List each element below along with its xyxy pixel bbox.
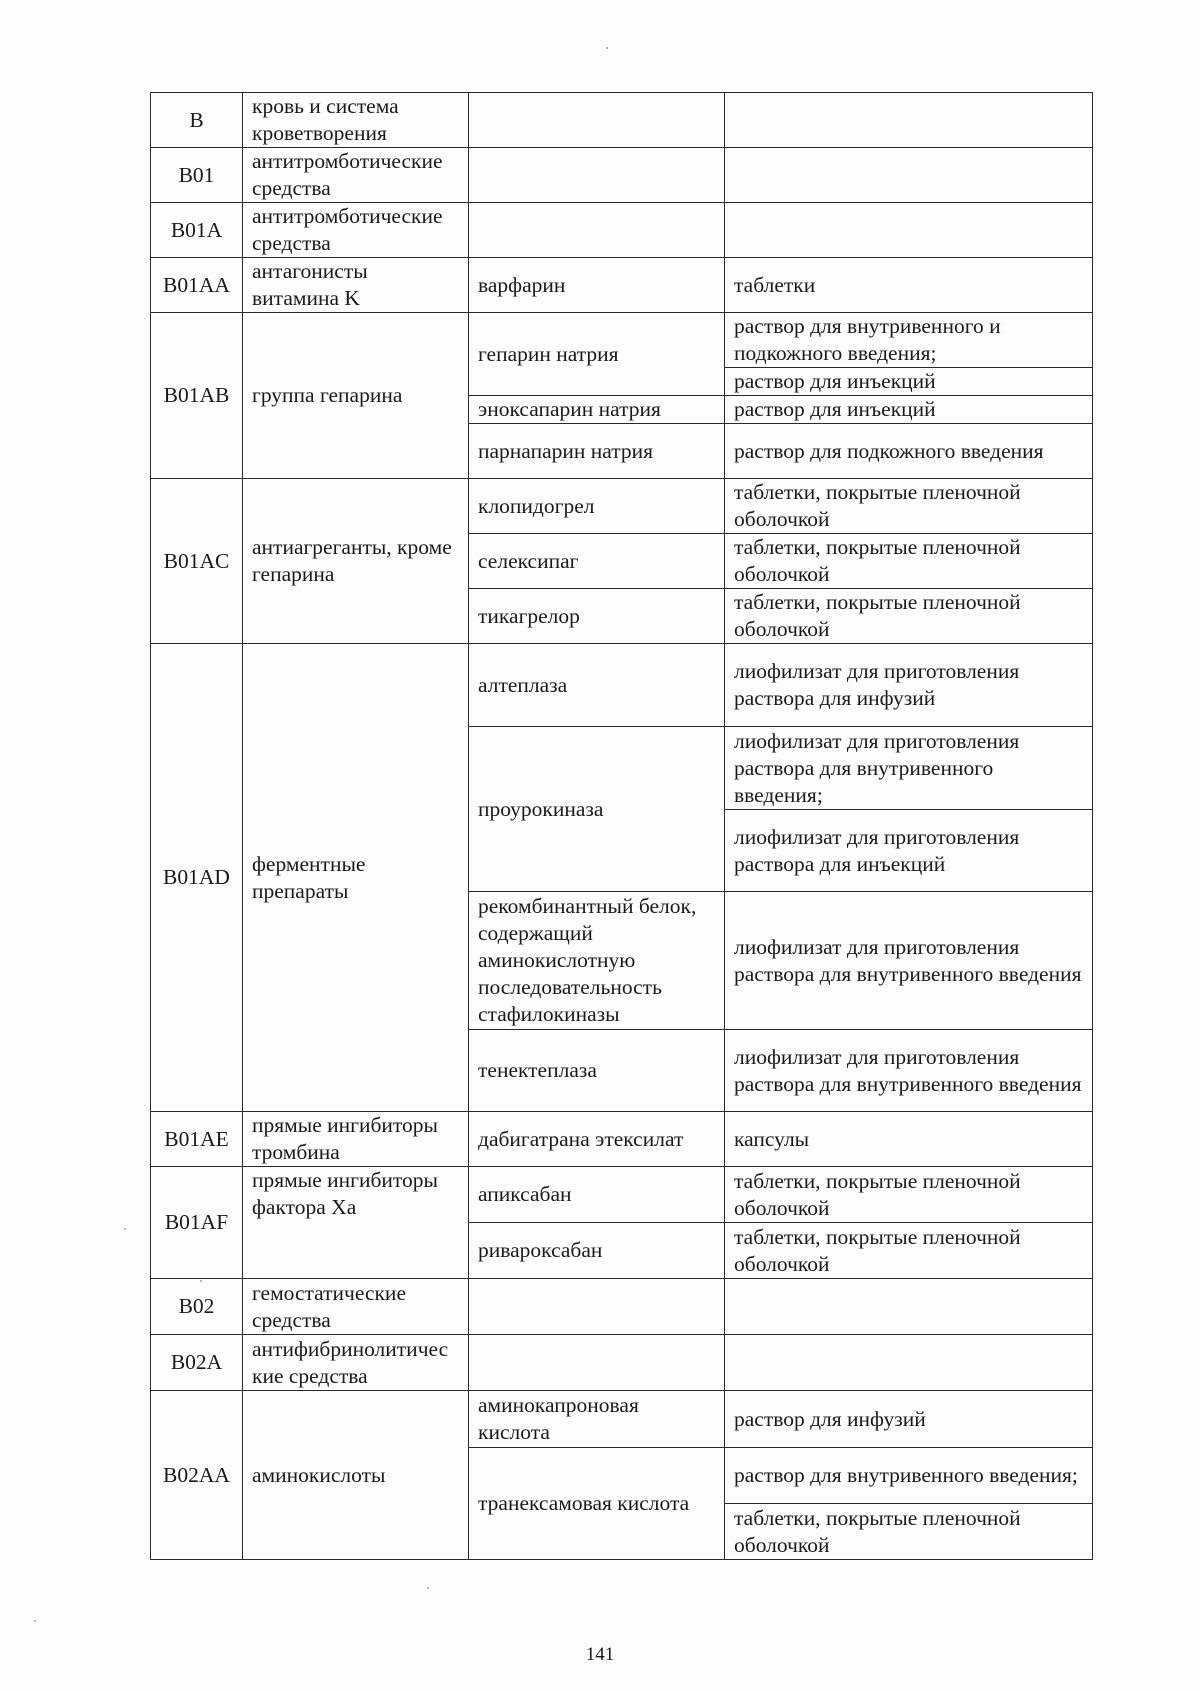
table-row — [151, 1279, 1093, 1335]
medicines-table — [150, 92, 1093, 1560]
group-name-cell: аминокислоты — [243, 1391, 469, 1560]
table-row — [151, 644, 1093, 727]
scan-speck — [124, 1228, 126, 1230]
atc-code-cell: B01AC — [151, 479, 243, 644]
atc-code-cell: B — [151, 93, 243, 148]
group-name-cell: антитромботические средства — [243, 148, 469, 203]
dosage-form-cell — [725, 1279, 1093, 1335]
dosage-form-cell: лиофилизат для приготовления раствора для инфузий — [725, 644, 1093, 727]
atc-code-cell: B01A — [151, 203, 243, 258]
group-name-cell: прямые ингибиторы фактора Xa — [243, 1167, 469, 1279]
table-row — [151, 1335, 1093, 1391]
table-row — [151, 258, 1093, 313]
dosage-form-cell: раствор для инъекций — [725, 368, 1093, 396]
drug-name-cell: тикагрелор — [469, 589, 725, 644]
drug-name-cell — [469, 1335, 725, 1391]
drug-name-cell: тенектеплаза — [469, 1030, 725, 1112]
dosage-form-cell: раствор для внутривенного и подкожного введения; — [725, 313, 1093, 368]
table-row — [151, 1112, 1093, 1167]
scan-speck — [427, 1587, 429, 1589]
drug-name-cell — [469, 1279, 725, 1335]
atc-code-cell: B01AF — [151, 1167, 243, 1279]
scan-speck — [606, 47, 608, 49]
atc-code-cell: B01AB — [151, 313, 243, 479]
table-row — [151, 203, 1093, 258]
dosage-form-cell: таблетки, покрытые пленочной оболочкой — [725, 534, 1093, 589]
drug-name-cell: проурокиназа — [469, 727, 725, 892]
group-name-cell: антифибринолитичес кие средства — [243, 1335, 469, 1391]
drug-name-cell: рекомбинантный белок, содержащий аминокислотную последовательность стафилокиназы — [469, 892, 725, 1030]
dosage-form-cell: лиофилизат для приготовления раствора для внутривенного введения — [725, 892, 1093, 1030]
drug-name-cell: клопидогрел — [469, 479, 725, 534]
dosage-form-cell — [725, 203, 1093, 258]
dosage-form-cell: лиофилизат для приготовления раствора для инъекций — [725, 810, 1093, 892]
atc-code-cell: B02A — [151, 1335, 243, 1391]
drug-name-cell — [469, 148, 725, 203]
group-name-cell: кровь и система кроветворения — [243, 93, 469, 148]
group-name-cell: прямые ингибиторы тромбина — [243, 1112, 469, 1167]
page-number: 141 — [585, 1644, 615, 1665]
dosage-form-cell: таблетки, покрытые пленочной оболочкой — [725, 1223, 1093, 1279]
atc-code-cell: B01AA — [151, 258, 243, 313]
dosage-form-cell: лиофилизат для приготовления раствора для внутривенного введения — [725, 1030, 1093, 1112]
table-row — [151, 1167, 1093, 1223]
drug-name-cell: селексипаг — [469, 534, 725, 589]
drug-name-cell: апиксабан — [469, 1167, 725, 1223]
atc-code-cell: B02AA — [151, 1391, 243, 1560]
dosage-form-cell: раствор для инъекций — [725, 396, 1093, 424]
drug-name-cell — [469, 93, 725, 148]
dosage-form-cell — [725, 93, 1093, 148]
atc-code-cell: B02 — [151, 1279, 243, 1335]
dosage-form-cell — [725, 148, 1093, 203]
drug-name-cell — [469, 1112, 725, 1167]
table-row — [151, 148, 1093, 203]
dosage-form-cell: таблетки, покрытые пленочной оболочкой — [725, 1504, 1093, 1560]
group-name-cell: ферментные препараты — [243, 644, 469, 1112]
group-name-cell: гемостатические средства — [243, 1279, 469, 1335]
atc-code-cell: B01 — [151, 148, 243, 203]
dosage-form-cell: таблетки, покрытые пленочной оболочкой — [725, 589, 1093, 644]
table-row — [151, 479, 1093, 534]
drug-name-cell: алтеплаза — [469, 644, 725, 727]
drug-name-cell: гепарин натрия — [469, 313, 725, 396]
scan-speck — [200, 1280, 202, 1282]
dosage-form-cell — [725, 1335, 1093, 1391]
dosage-form-cell: лиофилизат для приготовления раствора для внутривенного введения; — [725, 727, 1093, 810]
drug-name: дабигатрана этексилат — [478, 1126, 684, 1151]
dosage-form-cell: раствор для подкожного введения — [725, 424, 1093, 479]
drug-name-cell: эноксапарин натрия — [469, 396, 725, 424]
dosage-form-cell: таблетки, покрытые пленочной оболочкой — [725, 1167, 1093, 1223]
scan-speck — [34, 1620, 36, 1622]
group-name-cell: антитромботические средства — [243, 203, 469, 258]
drug-name-cell: варфарин — [469, 258, 725, 313]
table-row — [151, 1391, 1093, 1448]
drug-name-cell — [469, 203, 725, 258]
dosage-form-cell: раствор для внутривенного введения; — [725, 1448, 1093, 1504]
atc-code-cell: B01AD — [151, 644, 243, 1112]
dosage-form-cell: таблетки, покрытые пленочной оболочкой — [725, 479, 1093, 534]
dosage-form-cell: таблетки — [725, 258, 1093, 313]
group-name-cell: антиагреганты, кроме гепарина — [243, 479, 469, 644]
atc-code-cell: B01AE — [151, 1112, 243, 1167]
drug-name-cell: транексамовая кислота — [469, 1448, 725, 1560]
drug-name-cell: парнапарин натрия — [469, 424, 725, 479]
table-row — [151, 93, 1093, 148]
drug-name-cell: ривароксабан — [469, 1223, 725, 1279]
group-name-cell: антагонисты витамина K — [243, 258, 469, 313]
dosage-form-cell: раствор для инфузий — [725, 1391, 1093, 1448]
drug-name-cell: аминокапроновая кислота — [469, 1391, 725, 1448]
dosage-form-cell: капсулы — [725, 1112, 1093, 1167]
table-row — [151, 313, 1093, 368]
group-name-cell: группа гепарина — [243, 313, 469, 479]
